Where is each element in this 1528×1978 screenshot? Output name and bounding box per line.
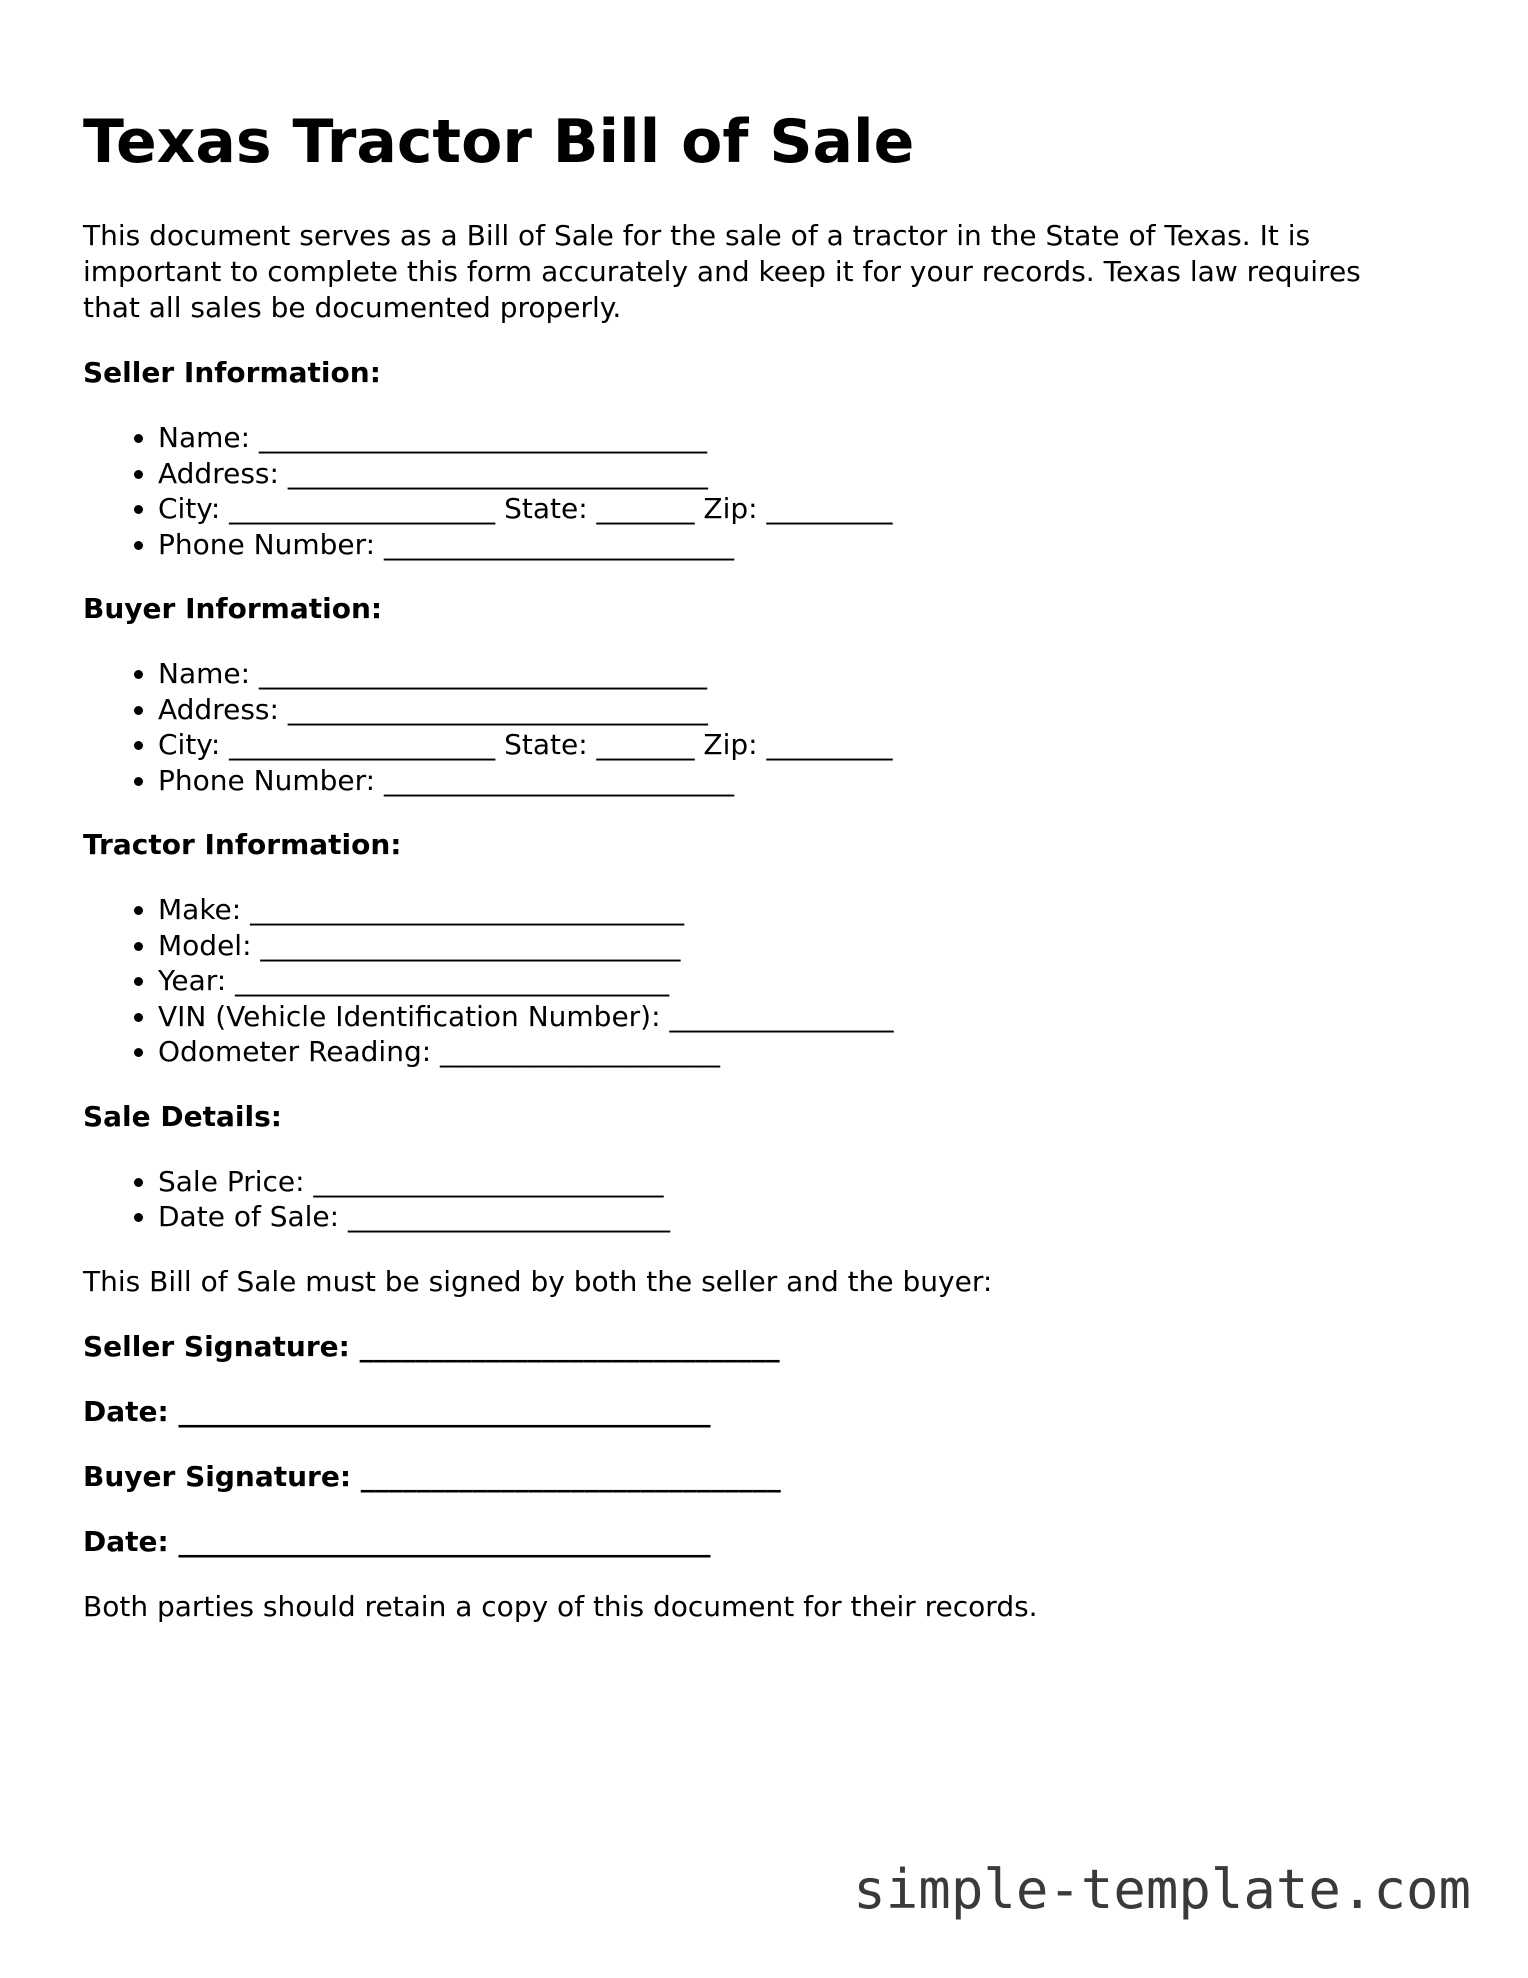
sale-fields-list (83, 1164, 1413, 1235)
seller-city-state-zip-field: • City: ___________________ State: _______ Zip: _________ (158, 491, 1413, 527)
buyer-fields-list (83, 656, 1413, 798)
intro-paragraph: This document serves as a Bill of Sale for the sale of a tractor in the State of Texas. It is important to complete this form accurately and keep it for your records. Texas law requires that all sales be documented properly. (83, 219, 1361, 324)
buyer-name-field: • Name: ________________________________ (158, 656, 1413, 692)
closing-paragraph: Both parties should retain a copy of this document for their records. (83, 1589, 1038, 1623)
seller-section-heading: Seller Information: (83, 356, 381, 389)
buyer-signature-line: Buyer Signature: ______________________________ (83, 1459, 781, 1493)
seller-fields-list (83, 420, 1413, 562)
seller-name-field: • Name: ________________________________ (158, 420, 1413, 456)
seller-date-line: Date: ______________________________________ (83, 1394, 711, 1428)
footer-brand-watermark: simple-template.com (853, 1858, 1471, 1921)
seller-address-field: • Address: ______________________________ (158, 456, 1413, 492)
buyer-phone-field: • Phone Number: _________________________ (158, 763, 1413, 799)
document-page (83, 100, 1413, 1654)
seller-phone-field: • Phone Number: _________________________ (158, 527, 1413, 563)
buyer-address-field: • Address: ______________________________ (158, 692, 1413, 728)
tractor-fields-list (83, 892, 1413, 1070)
sale-price-field: • Sale Price: _________________________ (158, 1164, 1413, 1200)
tractor-odometer-field: • Odometer Reading: ____________________ (158, 1034, 1413, 1070)
tractor-vin-field: • VIN (Vehicle Identification Number): ________________ (158, 999, 1413, 1035)
sale-date-field: • Date of Sale: _______________________ (158, 1199, 1413, 1235)
tractor-year-field: • Year: _______________________________ (158, 963, 1413, 999)
buyer-date-line: Date: ______________________________________ (83, 1524, 711, 1558)
tractor-make-field: • Make: _______________________________ (158, 892, 1413, 928)
buyer-city-state-zip-field: • City: ___________________ State: _______ Zip: _________ (158, 727, 1413, 763)
tractor-section-heading: Tractor Information: (83, 828, 402, 861)
document-title: Texas Tractor Bill of Sale (83, 107, 915, 177)
signing-note: This Bill of Sale must be signed by both the seller and the buyer: (83, 1264, 993, 1298)
sale-section-heading: Sale Details: (83, 1099, 282, 1133)
buyer-section-heading: Buyer Information: (83, 592, 383, 625)
seller-signature-line: Seller Signature: ______________________________ (83, 1329, 780, 1363)
tractor-model-field: • Model: ______________________________ (158, 928, 1413, 964)
